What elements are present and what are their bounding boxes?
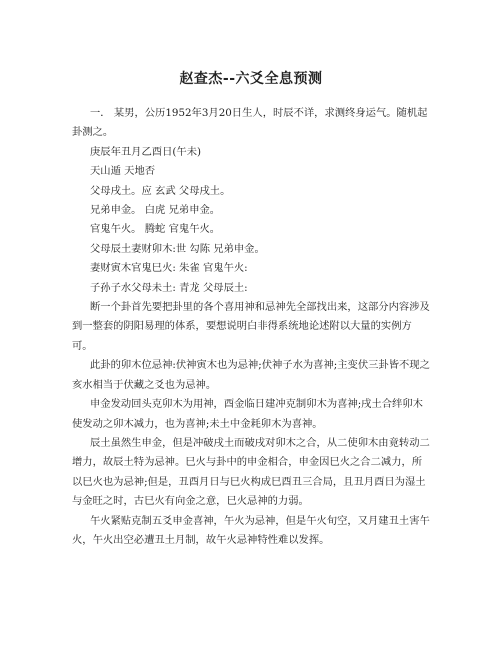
- analysis-paragraph: 此卦的卯木位忌神:伏神寅木也为忌神;伏神子水为喜神;主变伏三卦皆不现之亥水相当于伏藏之爻也为忌神。: [72, 359, 430, 391]
- chart-line: 官鬼午火。 腾蛇 官鬼午火。: [90, 223, 221, 236]
- chart-line: 妻财寅木官鬼巳火: 朱雀 官鬼午火:: [90, 262, 248, 275]
- chart-line: 子孙子水父母未土: 青龙 父母辰土:: [90, 281, 248, 294]
- chart-line: 天山遁 天地否: [90, 165, 156, 178]
- document-title: 赵查杰--六爻全息预测: [179, 71, 323, 87]
- analysis-paragraph: 午火紧贴克制五爻申金喜神，午火为忌神，但是午火旬空，又月建丑土害午火，午火出空必遭丑土月制，故午火忌神特性难以发挥。: [72, 514, 430, 546]
- document-body: [72, 104, 432, 550]
- chart-line: 父母辰土妻财卯木:世 勾陈 兄弟申金。: [90, 242, 265, 255]
- analysis-paragraph: 申金发动回头克卯木为用神，酉金临日建冲克制卯木为喜神;戌土合绊卯木使发动之卯木减力，也为喜神;未土中金耗卯木为喜神。: [72, 398, 423, 430]
- chart-line: 父母戌土。应 玄武 父母戌土。: [90, 184, 231, 197]
- chart-line: 兄弟申金。 白虎 兄弟申金。: [90, 204, 221, 217]
- intro-paragraph: 一． 某男，公历1952年3月20日生人，时辰不详，求测终身运气。随机起卦测之。: [72, 107, 428, 139]
- chart-line: 庚辰年丑月乙酉日(午未): [90, 145, 202, 158]
- analysis-paragraph: 辰土虽然生申金，但是冲破戌土而破戌对卯木之合，从二使卯木由竟转动二增力，故辰土特为忌神。巳火与卦中的申金相合，申金因巳火之合二减力，所以巳火也为忌神;但是，丑酉月日与巳火构成巳酉丑三合局，且丑月酉日为湿土与金旺之时，古巳火有向金之意，巳火忌神的力弱。: [72, 436, 430, 508]
- analysis-paragraph: 断一个卦首先要把卦里的各个喜用神和忌神先全部找出来，这部分内容涉及到一整套的阴阳易理的体系，要想说明白非得系统地论述附以大量的实例方可。: [72, 301, 430, 352]
